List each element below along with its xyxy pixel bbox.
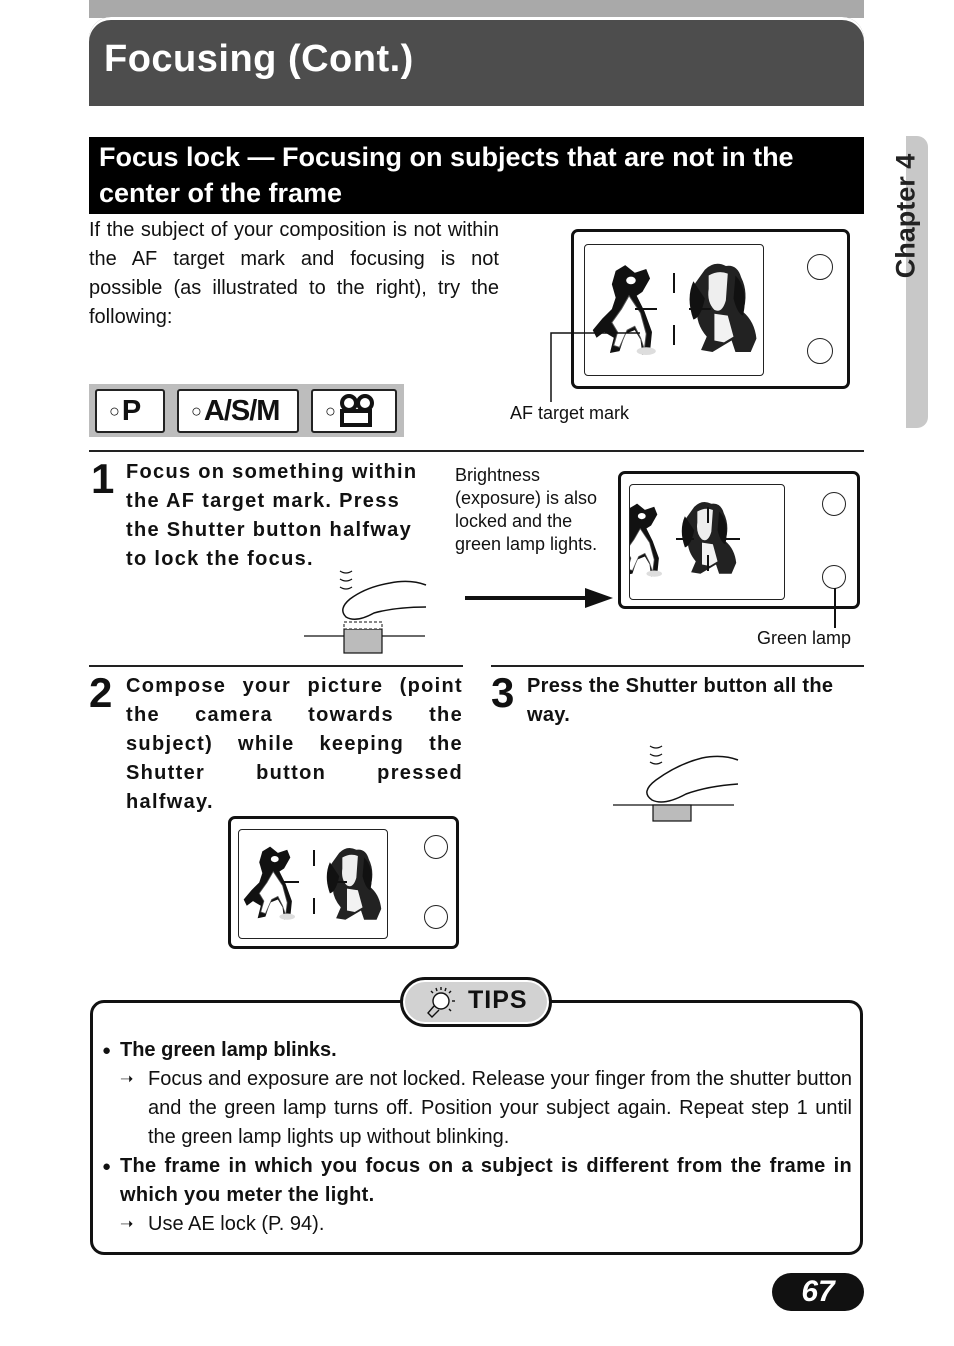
dogs-photo <box>630 485 784 599</box>
green-lamp-leader-line <box>834 588 836 628</box>
tip-body: Focus and exposure are not locked. Release your finger from the shutter button and the green lamp turns off. Position your subject again. Repeat step 1 until the green lamp lights up without blinking. <box>148 1068 852 1148</box>
bullet-icon: ● <box>102 1158 112 1175</box>
tip-item <box>102 1036 852 1065</box>
finger-half-press-icon <box>300 565 435 655</box>
lcd-screen <box>238 829 388 939</box>
finger-full-press-icon <box>610 740 740 826</box>
bullet-icon: ● <box>102 1042 112 1059</box>
lamp-icon <box>807 338 833 364</box>
lamp-icon <box>424 835 448 859</box>
lightbulb-icon <box>422 986 456 1020</box>
green-lamp-icon <box>822 565 846 589</box>
divider <box>89 665 463 667</box>
intro-paragraph: If the subject of your composition is not within the AF target mark and focusing is not possible (as illustrated to the right), try the following: <box>89 219 499 328</box>
arrow-right-icon: ➝ <box>120 1071 134 1088</box>
tips-label: TIPS <box>468 986 528 1014</box>
step-2-number: 2 <box>89 669 113 716</box>
step-2-text: Compose your picture (point the camera towards the subject) while keeping the Shutter button pressed halfway. <box>126 675 463 813</box>
lcd-screen <box>629 484 785 600</box>
green-lamp-caption: Green lamp <box>757 628 852 648</box>
arrow-icon <box>463 586 615 610</box>
page-title: Focusing (Cont.) <box>104 38 414 80</box>
tips-list <box>102 1036 852 1239</box>
chapter-tab-label-wrap <box>890 138 922 294</box>
divider <box>491 665 864 667</box>
page-number: 67 <box>772 1273 864 1311</box>
lamp-icon <box>807 254 833 280</box>
af-target-leader-line <box>545 330 645 410</box>
header-top-bar <box>89 0 864 18</box>
movie-camera-icon <box>338 394 378 428</box>
af-target-mark-caption: AF target mark <box>510 403 630 423</box>
chapter-tab-label: Chapter 4 <box>890 153 921 279</box>
tip-heading: The green lamp blinks. <box>120 1039 337 1061</box>
tip-body-row <box>102 1210 852 1239</box>
step-3-text: Press the Shutter button all the way. <box>527 675 834 726</box>
step-3-number: 3 <box>491 669 515 716</box>
aperture-shutter-manual-mode-icon: ○ A/S/M <box>177 389 299 433</box>
tip-heading: The frame in which you focus on a subject is different from the frame in which you meter the light. <box>120 1155 852 1206</box>
step-1-text: Focus on something within the AF target mark. Press the Shutter button halfway to lock the focus. <box>126 461 418 570</box>
arrow-right-icon: ➝ <box>120 1216 134 1233</box>
brightness-caption: Brightness (exposure) is also locked and the green lamp lights. <box>455 465 598 554</box>
movie-mode-icon: ○ <box>311 389 397 433</box>
lcd-illustration-recompose <box>228 816 459 949</box>
tip-body: Use AE lock (P. 94). <box>148 1213 325 1235</box>
step-1-number: 1 <box>91 455 115 502</box>
dogs-photo <box>239 830 387 938</box>
tip-body-row <box>102 1065 852 1152</box>
divider <box>89 450 864 452</box>
section-title: Focus lock — Focusing on subjects that are not in the center of the frame <box>99 142 794 208</box>
lcd-illustration-locked <box>618 471 860 609</box>
lamp-icon <box>822 492 846 516</box>
lamp-icon <box>424 905 448 929</box>
program-mode-icon: ○ P <box>95 389 165 433</box>
tip-item <box>102 1152 852 1210</box>
